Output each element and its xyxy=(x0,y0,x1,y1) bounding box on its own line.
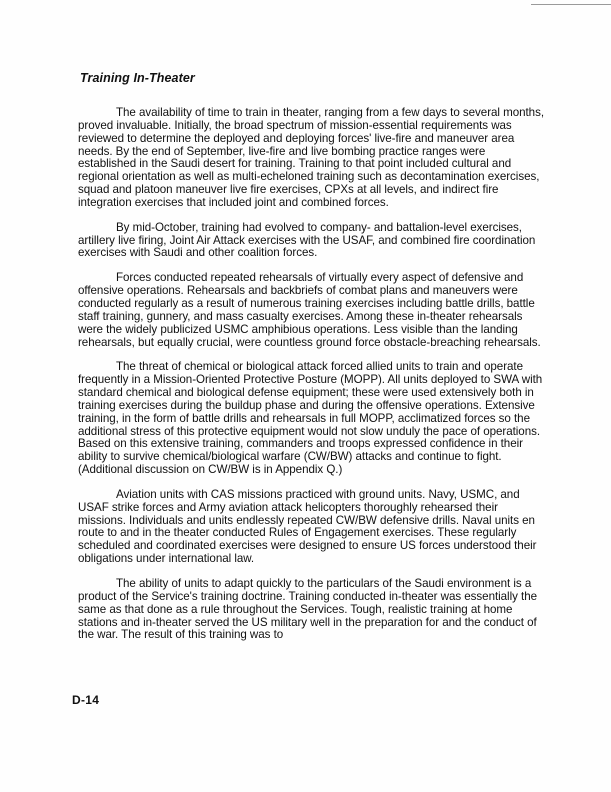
paragraph-aviation-units: Aviation units with CAS missions practiced with ground units. Navy, USMC, and USAF strike forces and Army aviation attack helicopters thoroughly rehearsed their missions. Individuals and units endlessly repeated CW/BW defensive drills. Naval units en route to and in the theater conducted Rules of Engagement exercises. These regularly scheduled and coordinated exercises were designed to ensure US forces understood their obligations under international law. xyxy=(78,487,537,566)
paragraph-training-doctrine: The ability of units to adapt quickly to the particulars of the Saudi environment is a product of the Service's training doctrine. Training conducted in-theater was essentially the same as that done as a rule throughout the Services. Tough, realistic training at home stations and in-theater served the US military well in the preparation for and the conduct of the war. The result of this training was to xyxy=(78,577,537,642)
body-text xyxy=(78,107,546,654)
page-number: D-14 xyxy=(72,693,100,707)
paragraph-mid-october-training: By mid-October, training had evolved to company- and battalion-level exercises, artillery live firing, Joint Air Attack exercises with the USAF, and combined fire coordination exercises with Saudi and other coalition forces. xyxy=(78,220,536,260)
section-heading: Training In-Theater xyxy=(80,71,195,85)
paragraph-availability-of-time: The availability of time to train in theater, ranging from a few days to several months, proved invaluable. Initially, the broad spectrum of mission-essential requirements was reviewed to determine the deployed and deploying forces' live-fire and maneuver area needs. By the end of September, live-fire and live bombing practice ranges were established in the Saudi desert for training. Training to that point included cultural and regional orientation as well as multi-echeloned training such as decontamination exercises, squad and platoon maneuver live fire exercises, CPXs at all levels, and indirect fire integration exercises that included joint and combined forces. xyxy=(78,106,545,209)
paragraph-rehearsals: Forces conducted repeated rehearsals of virtually every aspect of defensive and offensive operations. Rehearsals and backbriefs of combat plans and maneuvers were conducted regularly as a result of numerous training exercises including battle drills, battle staff training, gunnery, and mass casualty exercises. Among these in-theater rehearsals were the widely publicized USMC amphibious operations. Less visible than the landing rehearsals, but equally crucial, were countless ground force obstacle-breaching rehearsals. xyxy=(78,271,541,349)
paragraph-chemical-biological-threat: The threat of chemical or biological attack forced allied units to train and operate frequently in a Mission-Oriented Protective Posture (MOPP). All units deployed to SWA with standard chemical and biological defense equipment; these were used extensively both in training exercises during the buildup phase and during the offensive operations. Extensive training, in the form of battle drills and rehearsals in full MOPP, acclimatized forces so the additional stress of this protective equipment would not slow unduly the pace of operations. Based on this extensive training, commanders and troops expressed confidence in their ability to survive chemical/biological warfare (CW/BW) attacks and continue to fight. (Additional discussion on CW/BW is in Appendix Q.) xyxy=(78,360,543,477)
top-edge-rule xyxy=(531,4,611,5)
